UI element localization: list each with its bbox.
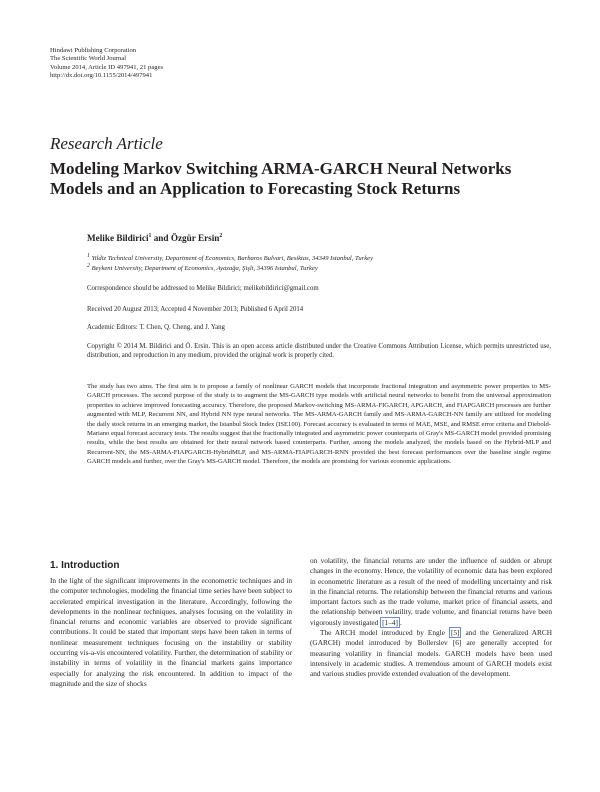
affiliation-text: Yildiz Technical University, Department of Economics, Barbaros Bulvari, Besiktas, 34349 Istanbul, Turkey: [91, 255, 373, 262]
affiliation-1: [87, 252, 373, 262]
paragraph-text: and the Generalized ARCH (GARCH) model introduced by Bollerslev [6] are generally accepted for measuring volatility in financial models. GARCH models have been used intensively in academic studies. A tremendous amount of GARCH models exist and various studies provide extended evaluation of the development.: [310, 628, 552, 679]
author-name: Melike Bildirici: [87, 233, 149, 243]
intro-paragraph: In the light of the significant improvements in the econometric techniques and in the computer technologies, modeling the financial time series have been subject to accelerated empirical investigation in the literature. Accordingly, following the developments in the nonlinear techniques, analyses focusing on the volatility in financial returns and economic variables are observed to provide significant contributions. It could be stated that important steps have been taken in terms of nonlinear measurement techniques focusing on the instability or stability occurring vis-a-vis encountered volatility. Further, the determination of stability or instability in terms of volatility in the financial markets gains importance especially for analyzing the risk encountered. In addition to impact of the magnitude and the size of shocks: [50, 576, 292, 688]
academic-editors: Academic Editors: T. Chen, Q. Cheng, and J. Yang: [87, 324, 225, 331]
section-heading: 1. Introduction: [50, 560, 120, 571]
paragraph-text: The ARCH model introduced by Engle: [320, 628, 449, 638]
journal-name: The Scientific World Journal: [50, 55, 127, 62]
affiliation-marker: 1: [87, 252, 90, 259]
affiliation-marker: 2: [219, 232, 223, 239]
paragraph-text: on volatility, the financial returns are under the influence of sudden or abrupt changes in the economy. Hence, the volatility of economic data has been explored in econometric literature as a result of the need of modelling uncertainty and risk in the financial returns. The relationship between the financial returns and various important factors such as the trade volume, market price of financial assets, and the relationship between volatility, trade volume, and financial returns have been vigorously investigated: [310, 556, 552, 627]
author-name: Özgür Ersin: [170, 233, 220, 243]
author-conjunction: and: [151, 233, 171, 243]
affiliation-text: Beykent University, Department of Economics, Ayazağa, Şişli, 34396 Istanbul, Turkey: [91, 265, 318, 272]
copyright-notice: Copyright © 2014 M. Bildirici and Ö. Ersin. This is an open access article distributed under the Creative Commons Attribution License, which permits unrestricted use, distribution, and reproduction in any medium, provided the original work is properly cited.: [87, 343, 551, 360]
intro-paragraph: [310, 556, 552, 628]
publication-dates: Received 20 August 2013; Accepted 4 November 2013; Published 6 April 2014: [87, 306, 304, 313]
affiliation-marker: 2: [87, 262, 90, 269]
author-list: [87, 233, 222, 243]
doi-link[interactable]: http://dx.doi.org/10.1155/2014/497941: [50, 72, 153, 79]
intro-right-column: [310, 556, 552, 680]
correspondence: Correspondence should be addressed to Melike Bildirici; melikebildirici@gmail.com: [87, 285, 319, 292]
affiliation-2: [87, 262, 318, 272]
intro-left-column: [50, 576, 292, 689]
citation-link[interactable]: [5]: [450, 628, 460, 638]
intro-paragraph: [310, 628, 552, 679]
citation-link[interactable]: [1–4]: [382, 617, 398, 627]
publisher-name: Hindawi Publishing Corporation: [50, 47, 137, 54]
title-line-1: Modeling Markov Switching ARMA-GARCH Neural Networks: [50, 159, 512, 178]
affiliation-marker: 1: [148, 232, 152, 239]
paragraph-text: .: [399, 617, 402, 627]
title-line-2: Models and an Application to Forecasting Stock Returns: [50, 179, 461, 198]
abstract: The study has two aims. The first aim is to propose a family of nonlinear GARCH models that incorporate fractional integration and asymmetric power properties to MS-GARCH processes. The second purpose of the study is to augment the MS-GARCH type models with artificial neural networks to benefit from the universal approximation properties to achieve improved forecasting accuracy. Therefore, the proposed Markov-switching MS-ARMA-FIGARCH, APGARCH, and FIAPGARCH processes are further augmented with MLP, Recurrent NN, and Hybrid NN type neural networks. The MS-ARMA-GARCH family and MS-ARMA-GARCH-NN family are utilized for modeling the daily stock returns in an emerging market, the Istanbul Stock Index (ISE100). Forecast accuracy is evaluated in terms of MAE, MSE, and RMSE error criteria and Diebold-Mariano equal forecast accuracy tests. The results suggest that the fractionally integrated and asymmetric power counterparts of Gray's MS-GARCH model provided promising results, while the best results are obtained for their neural network based counterparts. Further, among the models analyzed, the models based on the Hybrid-MLP and Recurrent-NN, the MS-ARMA-FIAPGARCH-HybridMLP, and MS-ARMA-FIAPGARCH-RNN provided the best forecast performances over the baseline single regime GARCH models and further, over the Gray's MS-GARCH model. Therefore, the models are promising for various economic applications.: [87, 383, 551, 466]
article-type: Research Article: [50, 134, 163, 153]
volume-info: Volume 2014, Article ID 497941, 21 pages: [50, 63, 164, 71]
